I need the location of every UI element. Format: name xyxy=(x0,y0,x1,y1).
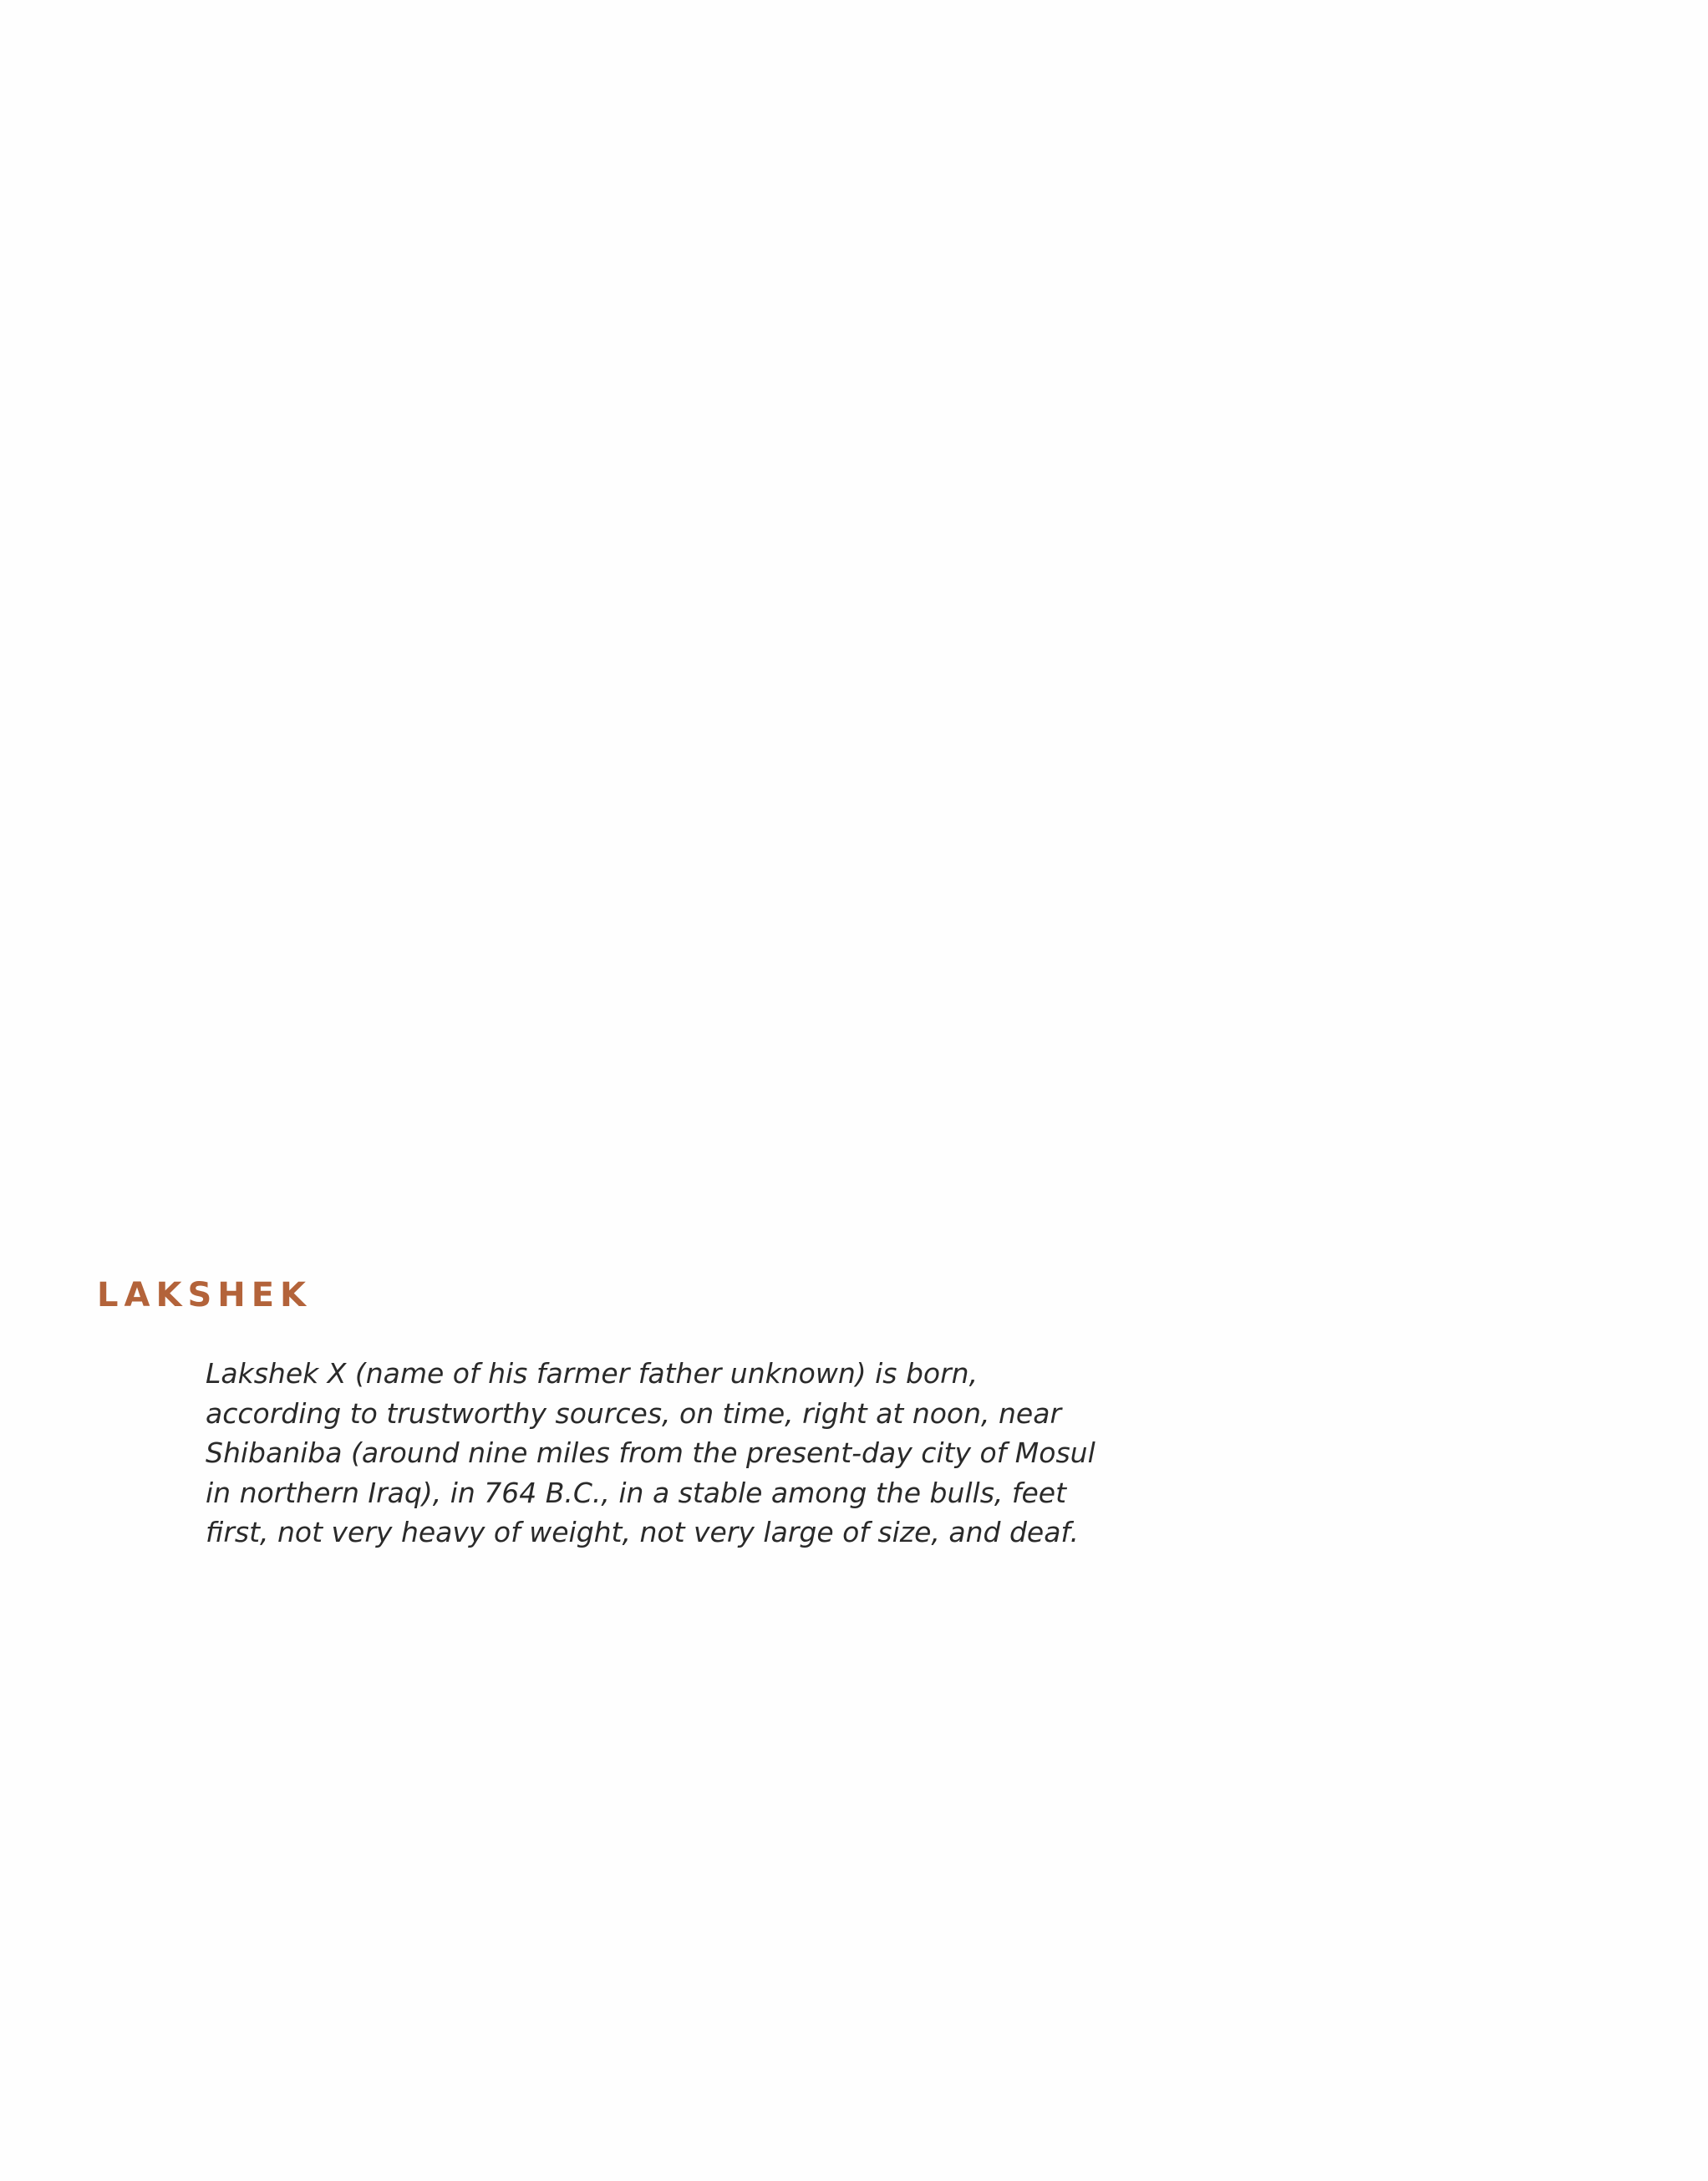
paragraph-line: according to trustworthy sources, on time, right at noon, near xyxy=(206,1396,1062,1430)
paragraph-line: Shibaniba (around nine miles from the present-day city of Mosul xyxy=(206,1436,1095,1470)
section-heading: LAKSHEK xyxy=(97,1276,313,1314)
body-paragraph xyxy=(206,1354,1150,1553)
paragraph-line: in northern Iraq), in 764 B.C., in a stable among the bulls, feet xyxy=(206,1476,1067,1509)
paragraph-line: first, not very heavy of weight, not very large of size, and deaf. xyxy=(206,1516,1079,1549)
paragraph-line: Lakshek X (name of his farmer father unknown) is born, xyxy=(206,1357,979,1390)
